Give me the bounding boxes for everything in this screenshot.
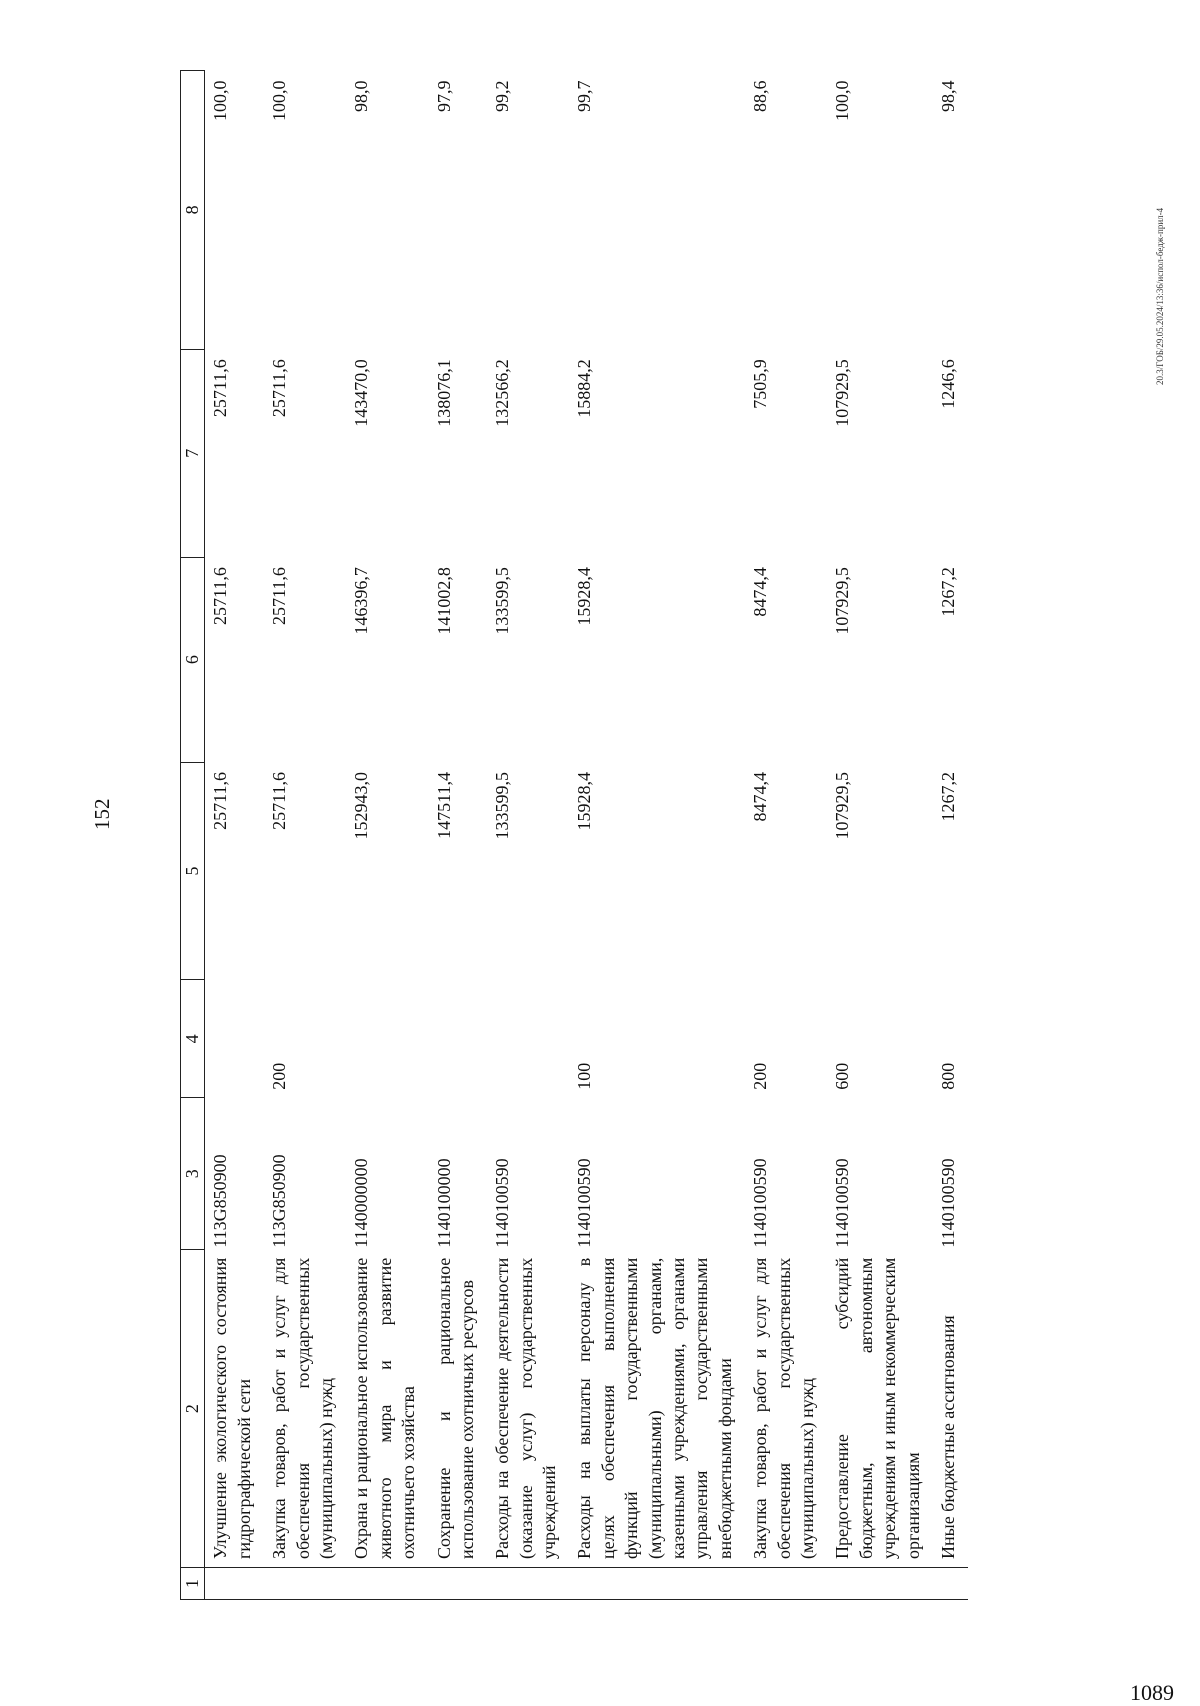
header-cell: 1 (181, 1568, 205, 1600)
table-row (205, 71, 264, 1600)
row-col5: 25711,6 (210, 772, 231, 830)
table-row (429, 71, 488, 1600)
row-col7: 7505,9 (750, 359, 771, 409)
table-row (827, 71, 933, 1600)
row-col8: 97,9 (433, 80, 454, 112)
table-row (569, 71, 745, 1600)
row-col6: 25711,6 (269, 567, 290, 625)
row-col8: 88,6 (750, 80, 771, 112)
header-cell: 8 (181, 71, 205, 350)
row-col6: 15928,4 (574, 567, 595, 626)
row-code: 113G850900 (269, 1154, 290, 1248)
row-col6: 146396,7 (351, 567, 372, 635)
row-type (346, 980, 428, 1098)
budget-table (180, 70, 968, 1600)
row-name: Иные бюджетные ассигнования (937, 1315, 958, 1560)
row-name: Улучшение экологического состояния гидрографической сети (210, 1257, 254, 1560)
row-col5: 147511,4 (433, 772, 454, 839)
row-type (429, 980, 488, 1098)
row-col8: 98,4 (937, 80, 958, 112)
header-cell: 7 (181, 349, 205, 557)
row-code: 113G850900 (210, 1154, 231, 1248)
row-col5: 8474,4 (750, 772, 771, 822)
row-code: 1140100590 (574, 1158, 595, 1248)
row-col8: 99,2 (492, 80, 513, 112)
table-row (933, 71, 968, 1600)
row-col6: 141002,8 (433, 567, 454, 635)
row-code: 1140100590 (750, 1158, 771, 1248)
row-name: Сохранение и рациональное использование охотничьих ресурсов (433, 1257, 477, 1560)
row-type (205, 980, 264, 1098)
row-col7: 1246,6 (937, 359, 958, 409)
row-code: 1140100590 (832, 1158, 853, 1248)
row-col6: 1267,2 (937, 567, 958, 617)
row-col7: 132566,2 (492, 359, 513, 427)
row-code: 1140100590 (492, 1158, 513, 1248)
row-col6: 8474,4 (750, 567, 771, 617)
row-col8: 98,0 (351, 80, 372, 112)
row-col6: 25711,6 (210, 567, 231, 625)
row-col5: 25711,6 (269, 772, 290, 830)
row-col7: 15884,2 (574, 359, 595, 418)
row-type: 800 (937, 1062, 958, 1090)
row-type: 200 (750, 1062, 771, 1090)
table-header-row (181, 71, 205, 1600)
header-cell: 4 (181, 980, 205, 1098)
row-col7: 138076,1 (433, 359, 454, 427)
table-row (264, 71, 346, 1600)
row-name: Предоставление субсидий бюджетным, автономным учреждениям и иным некоммерческим организациям (832, 1257, 923, 1560)
header-cell: 6 (181, 557, 205, 762)
row-type: 600 (832, 1062, 853, 1090)
row-col6: 107929,5 (832, 567, 853, 635)
row-col5: 133599,5 (492, 772, 513, 840)
row-col5: 15928,4 (574, 772, 595, 831)
table-row (745, 71, 827, 1600)
row-name: Закупка товаров, работ и услуг для обеспечения государственных (муниципальных) нужд (269, 1257, 336, 1560)
footer-code: 20.3/ГОБ/29.05.2024/13:36/испол-бедж-прил-4 (1155, 207, 1165, 385)
row-type (487, 980, 569, 1098)
row-col5: 1267,2 (937, 772, 958, 822)
row-code: 1140100590 (937, 1158, 958, 1248)
row-type: 100 (574, 1062, 595, 1090)
document-number: 1089 (1130, 1680, 1174, 1705)
row-col6: 133599,5 (492, 567, 513, 635)
row-name: Охрана и рациональное использование животного мира и развитие охотничьего хозяйства (351, 1257, 419, 1560)
row-code: 1140000000 (351, 1158, 372, 1248)
budget-table-container (180, 70, 1015, 1600)
row-col7: 107929,5 (832, 359, 853, 427)
row-name: Расходы на выплаты персоналу в целях обеспечения выполнения функций государственными (муниципальными) органами, казенными учреждениями, органами управления государственными внебюджетными фондами (574, 1257, 735, 1560)
row-col8: 100,0 (210, 80, 231, 121)
row-col8: 100,0 (269, 80, 290, 121)
header-cell: 3 (181, 1098, 205, 1250)
row-code: 1140100000 (433, 1158, 454, 1248)
row-col8: 100,0 (832, 80, 853, 121)
header-cell: 5 (181, 762, 205, 980)
header-cell: 2 (181, 1250, 205, 1568)
row-col7: 25711,6 (210, 359, 231, 418)
row-type: 200 (269, 1062, 290, 1090)
page-number: 152 (90, 798, 114, 830)
row-col7: 25711,6 (269, 359, 290, 418)
table-row (487, 71, 569, 1600)
table-row (346, 71, 428, 1600)
row-col8: 99,7 (574, 80, 595, 112)
row-name: Закупка товаров, работ и услуг для обеспечения государственных (муниципальных) нужд (750, 1257, 817, 1560)
row-col7: 143470,0 (351, 359, 372, 427)
row-col5: 107929,5 (832, 772, 853, 840)
row-name: Расходы на обеспечение деятельности (оказание услуг) государственных учреждений (492, 1257, 560, 1560)
row-col5: 152943,0 (351, 772, 372, 840)
